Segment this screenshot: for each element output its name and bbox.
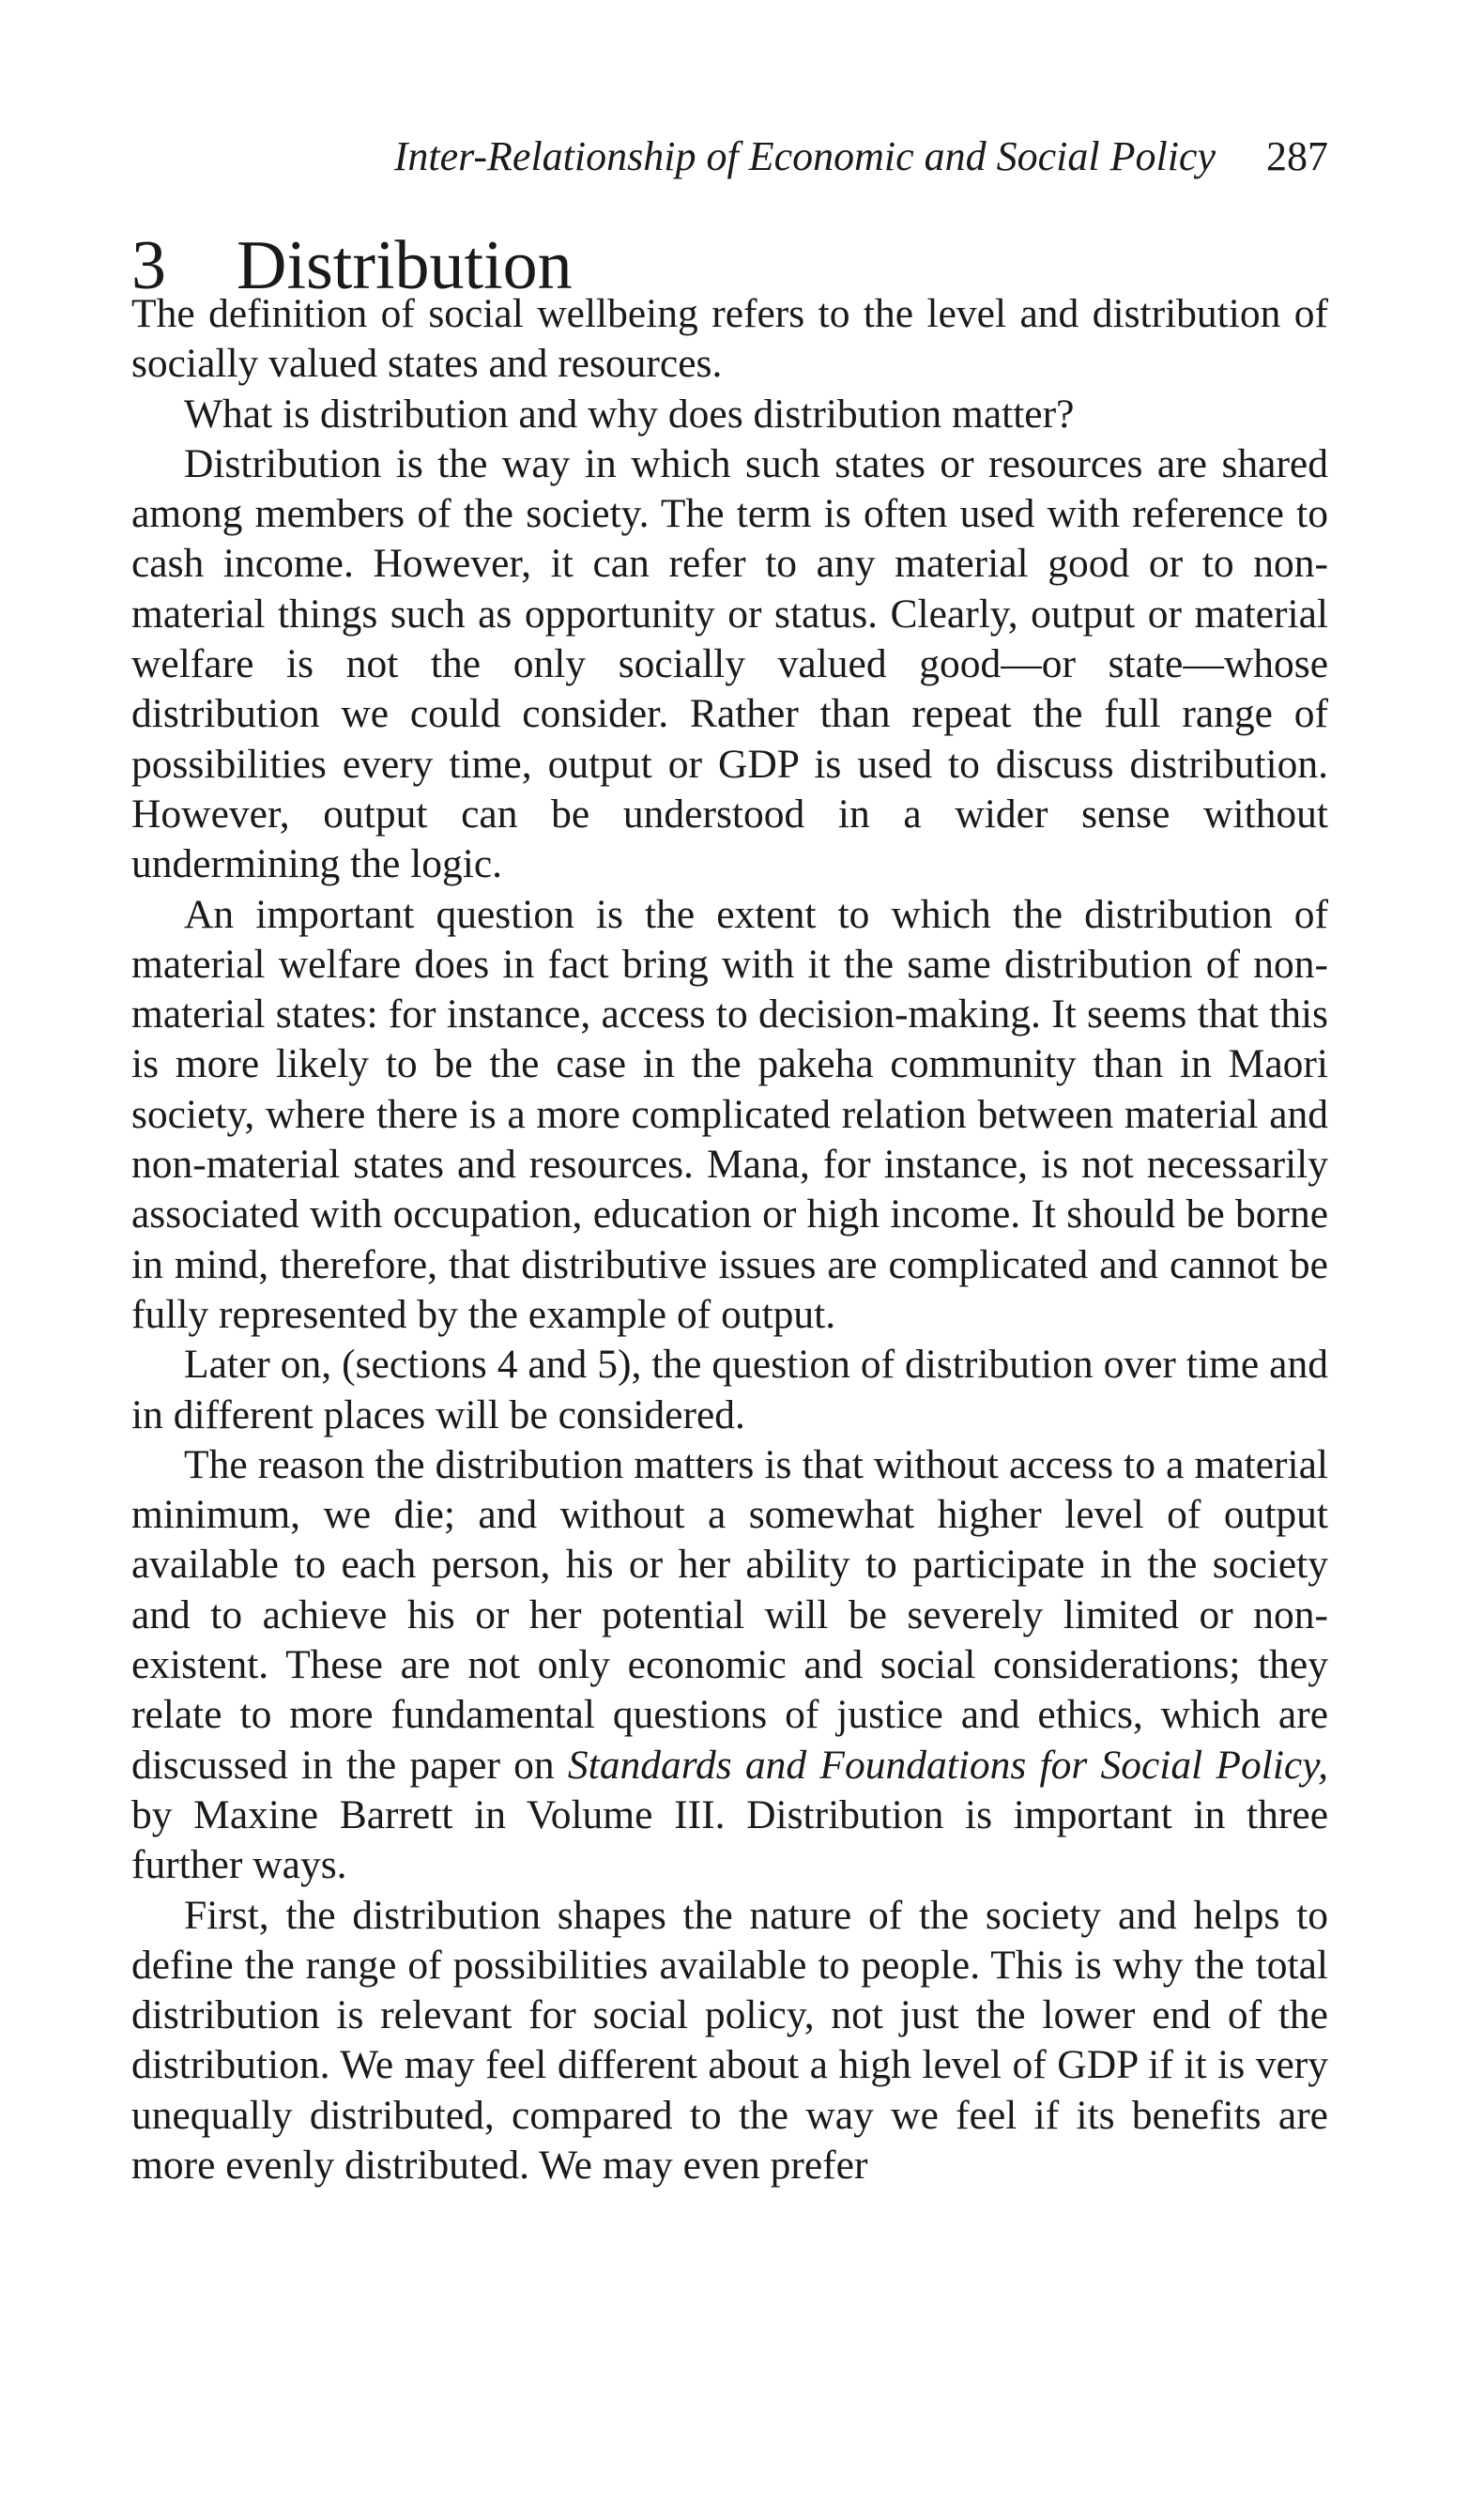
page-number: 287 [1266, 133, 1328, 179]
paragraph-important-question: An important question is the extent to which the distribution of material welfare does in fact bring with it the same distribution of non-material states: for instance, access to decision-making. It seems that this is more likely to be the case in the pakeha community than in Maori society, where there is a more complicated relation between material and non-material states and resources. Mana, for instance, is not necessarily associated with occupation, education or high income. It should be borne in mind, therefore, that distributive issues are complicated and cannot be fully represented by the example of output. [131, 891, 1328, 1337]
paragraph-distribution-meaning: Distribution is the way in which such states or resources are shared among members of the society. The term is often used with reference to cash income. However, it can refer to any material good or to non-material things such as opportunity or status. Clearly, output or material welfare is not the only socially valued good—or state—whose distribution we could consider. Rather than repeat the full range of possibilities every time, output or GDP is used to discuss distribution. However, output can be understood in a wider sense without undermining the logic. [131, 440, 1328, 887]
paragraph-definition: The definition of social wellbeing refers to the level and distribution of socially valued states and resources. [131, 291, 1328, 387]
section-title: Distribution [237, 227, 573, 304]
paragraph-reason-text-end: by Maxine Barrett in Volume III. Distribution is important in three further ways. [131, 1791, 1328, 1888]
paragraph-later-on: Later on, (sections 4 and 5), the question of distribution over time and in different places will be considered. [131, 1342, 1328, 1437]
paragraph-first: First, the distribution shapes the nature of the society and helps to define the range of possibilities available to people. This is why the total distribution is relevant for social policy, not just the lower end of the distribution. We may feel different about a high level of GDP if it is very unequally distributed, compared to the way we feel if its benefits are more evenly distributed. We may even prefer [131, 1892, 1328, 2188]
citation-title: Standards and Foundations for Social Policy, [567, 1742, 1328, 1788]
paragraph-reason [131, 1440, 1328, 1891]
section-number: 3 [131, 227, 166, 304]
paragraph-reason-text: The reason the distribution matters is that without access to a material minimum, we die; and without a somewhat higher level of output available to each person, his or her ability to participate in the society and to achieve his or her potential will be severely limited or non-existent. These are not only economic and social considerations; they relate to more fundamental questions of justice and ethics, which are discussed in the paper on [131, 1441, 1328, 1788]
running-head [131, 124, 1328, 190]
paragraph-question: What is distribution and why does distribution matter? [184, 391, 1075, 437]
body-text [131, 289, 1328, 2190]
running-head-title: Inter-Relationship of Economic and Social Policy [393, 133, 1216, 179]
